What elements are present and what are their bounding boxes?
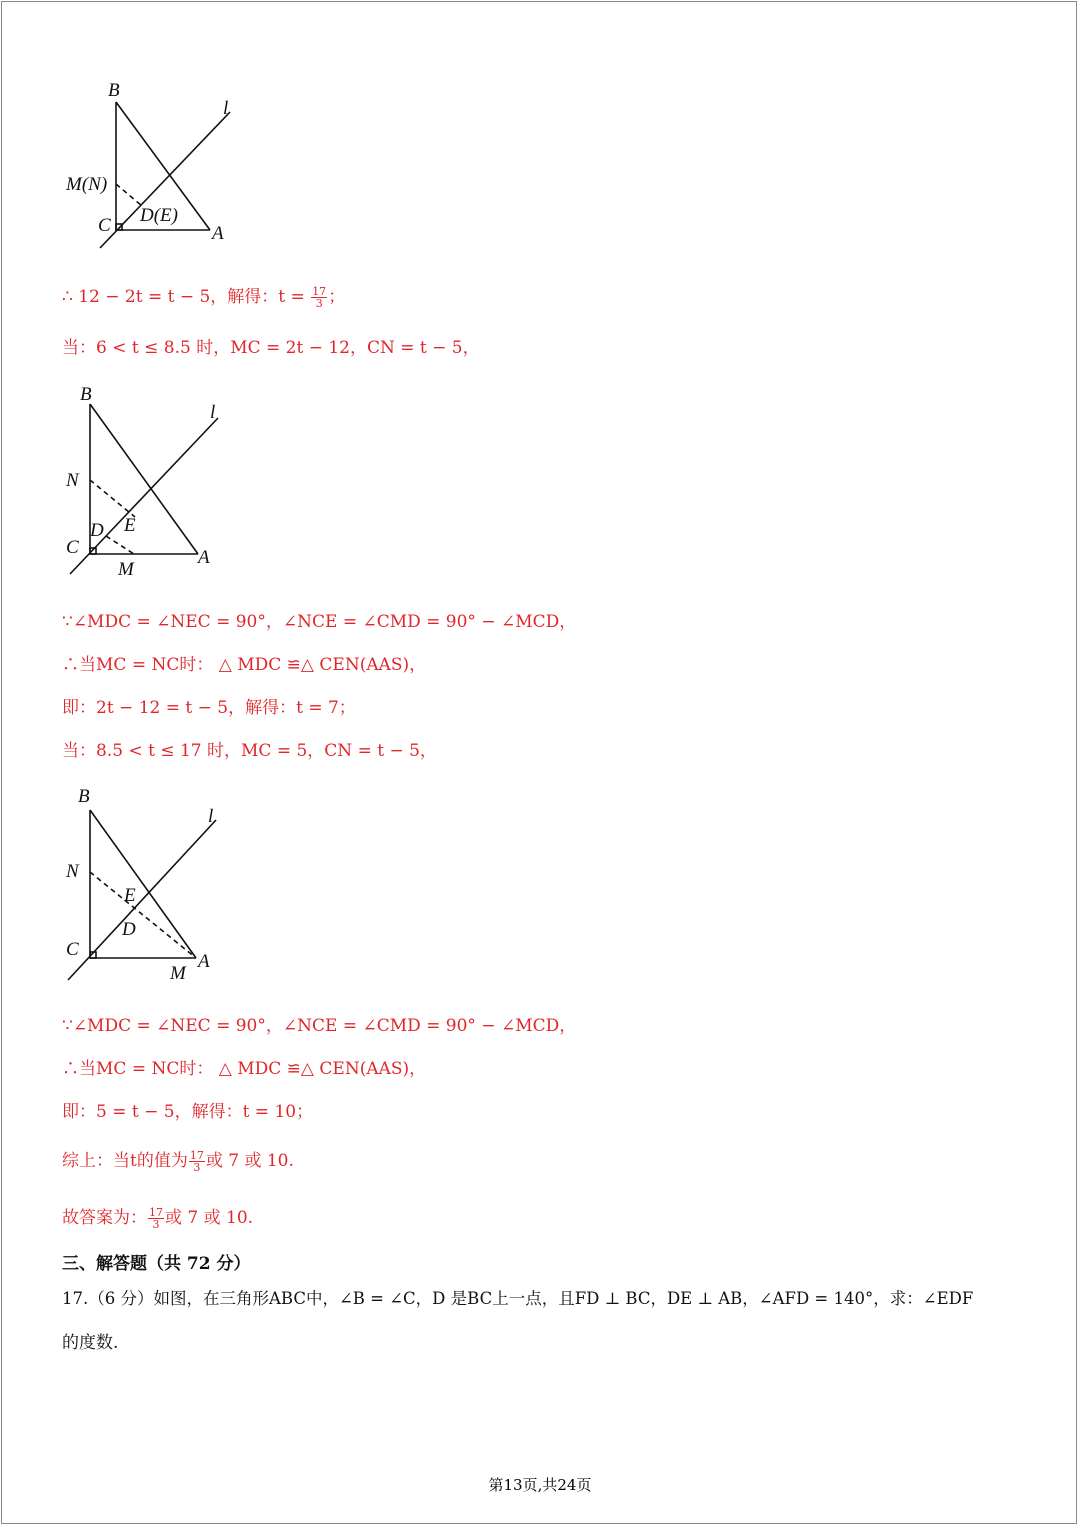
fraction-numerator: 17 <box>312 285 327 298</box>
fraction-denominator: 3 <box>193 1161 201 1174</box>
answer-text: 或 7 或 10. <box>165 1208 254 1228</box>
label-B: B <box>108 80 120 101</box>
label-M: M <box>118 559 134 580</box>
section-heading: 三、解答题（共 72 分） <box>62 1254 251 1274</box>
answer-line-2: 当：6 < t ≤ 8.5 时，MC = 2t − 12，CN = t − 5， <box>62 338 480 358</box>
label-DE: D(E) <box>140 205 178 226</box>
fraction-numerator: 17 <box>149 1206 163 1219</box>
answer-line-4: ∴当MC = NC时： △ MDC ≌△ CEN(AAS)， <box>62 655 427 675</box>
answer-line-7: ∵∠MDC = ∠NEC = 90°，∠NCE = ∠CMD = 90° − ∠MCD， <box>62 1016 577 1036</box>
answer-line-1 <box>62 282 345 309</box>
label-C: C <box>98 215 111 236</box>
answer-text: ∴ 12 − 2t = t − 5，解得：t = <box>62 287 311 307</box>
answer-line-5: 即：2t − 12 = t − 5，解得：t = 7； <box>62 698 356 718</box>
answer-line-10 <box>62 1146 294 1173</box>
label-l: l <box>223 98 229 119</box>
label-C: C <box>66 939 79 960</box>
answer-line-11 <box>62 1203 253 1230</box>
page-number: 第13页,共24页 <box>488 1476 592 1494</box>
label-N: N <box>66 861 79 882</box>
label-C: C <box>66 537 79 558</box>
label-A: A <box>198 547 210 568</box>
label-E: E <box>124 885 136 906</box>
answer-line-6: 当：8.5 < t ≤ 17 时，MC = 5，CN = t − 5， <box>62 741 437 761</box>
answer-text: 综上：当t的值为 <box>62 1151 188 1171</box>
problem-17-line-1: 17.（6 分）如图，在三角形ABC中，∠B = ∠C，D 是BC上一点，且FD ⊥ BC，DE ⊥ AB，∠AFD = 140°，求：∠EDF <box>62 1289 974 1308</box>
problem-17-line-2: 的度数. <box>62 1333 119 1353</box>
fraction <box>148 1207 164 1230</box>
label-M: M <box>170 963 186 984</box>
answer-line-3: ∵∠MDC = ∠NEC = 90°，∠NCE = ∠CMD = 90° − ∠MCD， <box>62 612 577 632</box>
label-D: D <box>90 520 104 541</box>
label-D: D <box>122 919 136 940</box>
label-E: E <box>124 515 136 536</box>
label-A: A <box>212 223 224 244</box>
fraction-denominator: 3 <box>152 1218 160 1231</box>
answer-text: 或 7 或 10. <box>205 1151 294 1171</box>
answer-text: 故答案为： <box>62 1208 147 1228</box>
answer-line-8: ∴当MC = NC时： △ MDC ≌△ CEN(AAS)， <box>62 1059 427 1079</box>
fraction-numerator: 17 <box>189 1149 204 1162</box>
label-A: A <box>198 951 210 972</box>
label-N: N <box>66 470 79 491</box>
fraction <box>311 286 327 309</box>
answer-line-9: 即：5 = t − 5，解得：t = 10； <box>62 1102 314 1122</box>
figure-3 <box>60 782 260 992</box>
label-B: B <box>78 786 90 807</box>
figure-2 <box>60 378 260 588</box>
answer-text: ； <box>328 287 346 307</box>
figure-1 <box>60 76 260 256</box>
label-MN: M(N) <box>66 174 108 195</box>
label-l: l <box>208 806 214 827</box>
label-B: B <box>80 384 92 405</box>
label-l: l <box>210 402 216 423</box>
fraction <box>189 1150 205 1173</box>
fraction-denominator: 3 <box>315 297 323 310</box>
